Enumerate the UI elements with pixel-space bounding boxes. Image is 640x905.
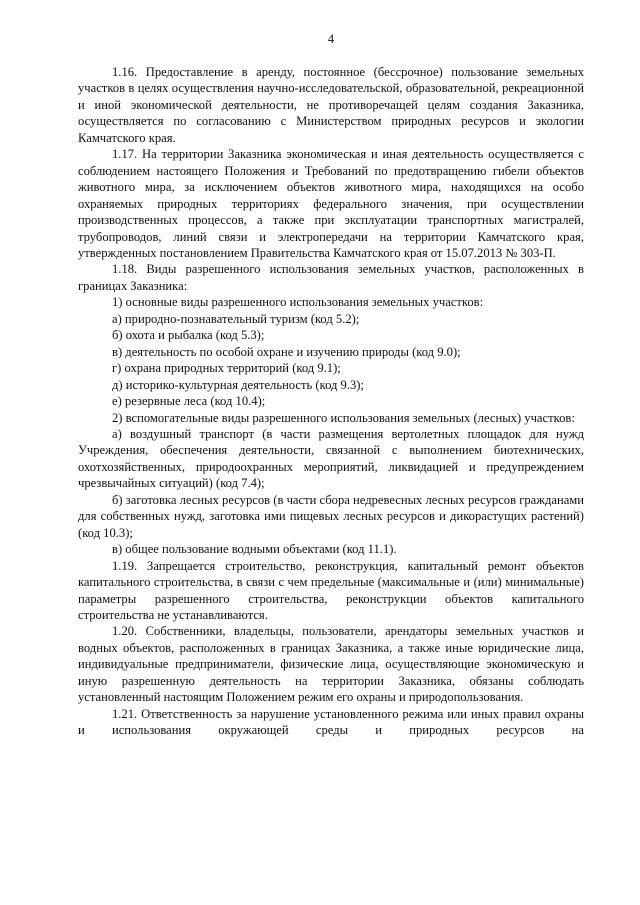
paragraph-1-16: 1.16. Предоставление в аренду, постоянное (бессрочное) пользование земельных участков в целях осуществления научно-исследовательской, образовательной, рекреационной и иной экономической деятельности, не противоречащей целям создания Заказника, осуществляется по согласованию с Министерством природных ресурсов и экологии Камчатского края. [78,65,584,145]
list-item-b: б) охота и рыбалка (код 5.3); [112,328,265,343]
paragraph-1-21: 1.21. Ответственность за нарушение установленного режима или иных правил охраны и использования окружающей среды и природных ресурсов на [78,706,584,738]
paragraph-1-18: 1.18. Виды разрешенного использования земельных участков, расположенных в границах Заказника: [78,262,584,293]
list-item-aux-v: в) общее пользование водными объектами (код 11.1). [112,542,397,557]
list-item-a: а) природно-познавательный туризм (код 5.2); [112,311,360,326]
page-number: 4 [327,32,335,46]
list-item-g: г) охрана природных территорий (код 9.1); [112,361,341,376]
paragraph-1-17: 1.17. На территории Заказника экономическая и иная деятельность осуществляется с соблюдением настоящего Положения и Требований по предотвращению гибели объектов животного мира, за исключением объектов животного мира, находящихся на особо охраняемых природных территориях федерального значения, при осуществлении производственных процессов, а также при эксплуатации транспортных магистралей, трубопроводов, линий связи и электропередачи на территории Камчатского края, утвержденных постановлением Правительства Камчатского края от 15.07.2013 № 303-П. [78,147,584,260]
list-item-d: д) историко-культурная деятельность (код 9.3); [112,377,364,392]
list-item-auxiliary-uses: 2) вспомогательные виды разрешенного использования земельных (лесных) участков: [112,410,575,425]
paragraph-1-20: 1.20. Собственники, владельцы, пользователи, арендаторы земельных участков и водных объектов, расположенных в границах Заказника, а также иные юридические лица, индивидуальные предприниматели, физические лица, осуществляющие экономическую и иную разрешенную деятельность на территории Заказника, обязаны соблюдать установленный настоящим Положением режим его охраны и природопользования. [78,624,584,705]
list-item-main-uses: 1) основные виды разрешенного использования земельных участков: [112,295,484,310]
list-item-aux-a: а) воздушный транспорт (в части размещения вертолетных площадок для нужд Учреждения, обеспечения деятельности, связанной с выполнением биотехнических, охотхозяйственных, природоохранных мероприятий, ликвидацией и предупреждением чрезвычайных ситуаций) (код 7.4); [78,426,584,491]
list-item-v: в) деятельность по особой охране и изучению природы (код 9.0); [112,344,461,359]
list-item-e: е) резервные леса (код 10.4); [112,394,266,409]
document-body [78,64,584,739]
list-item-aux-b: б) заготовка лесных ресурсов (в части сбора недревесных лесных ресурсов гражданами для собственных нужд, заготовка ими пищевых лесных ресурсов и дикорастущих растений) (код 10.3); [78,492,584,540]
paragraph-1-19: 1.19. Запрещается строительство, реконструкция, капитальный ремонт объектов капитального строительства, в связи с чем предельные (максимальные и (или) минимальные) параметры разрешенного строительства, реконструкции объектов капитального строительства не устанавливаются. [78,558,584,622]
